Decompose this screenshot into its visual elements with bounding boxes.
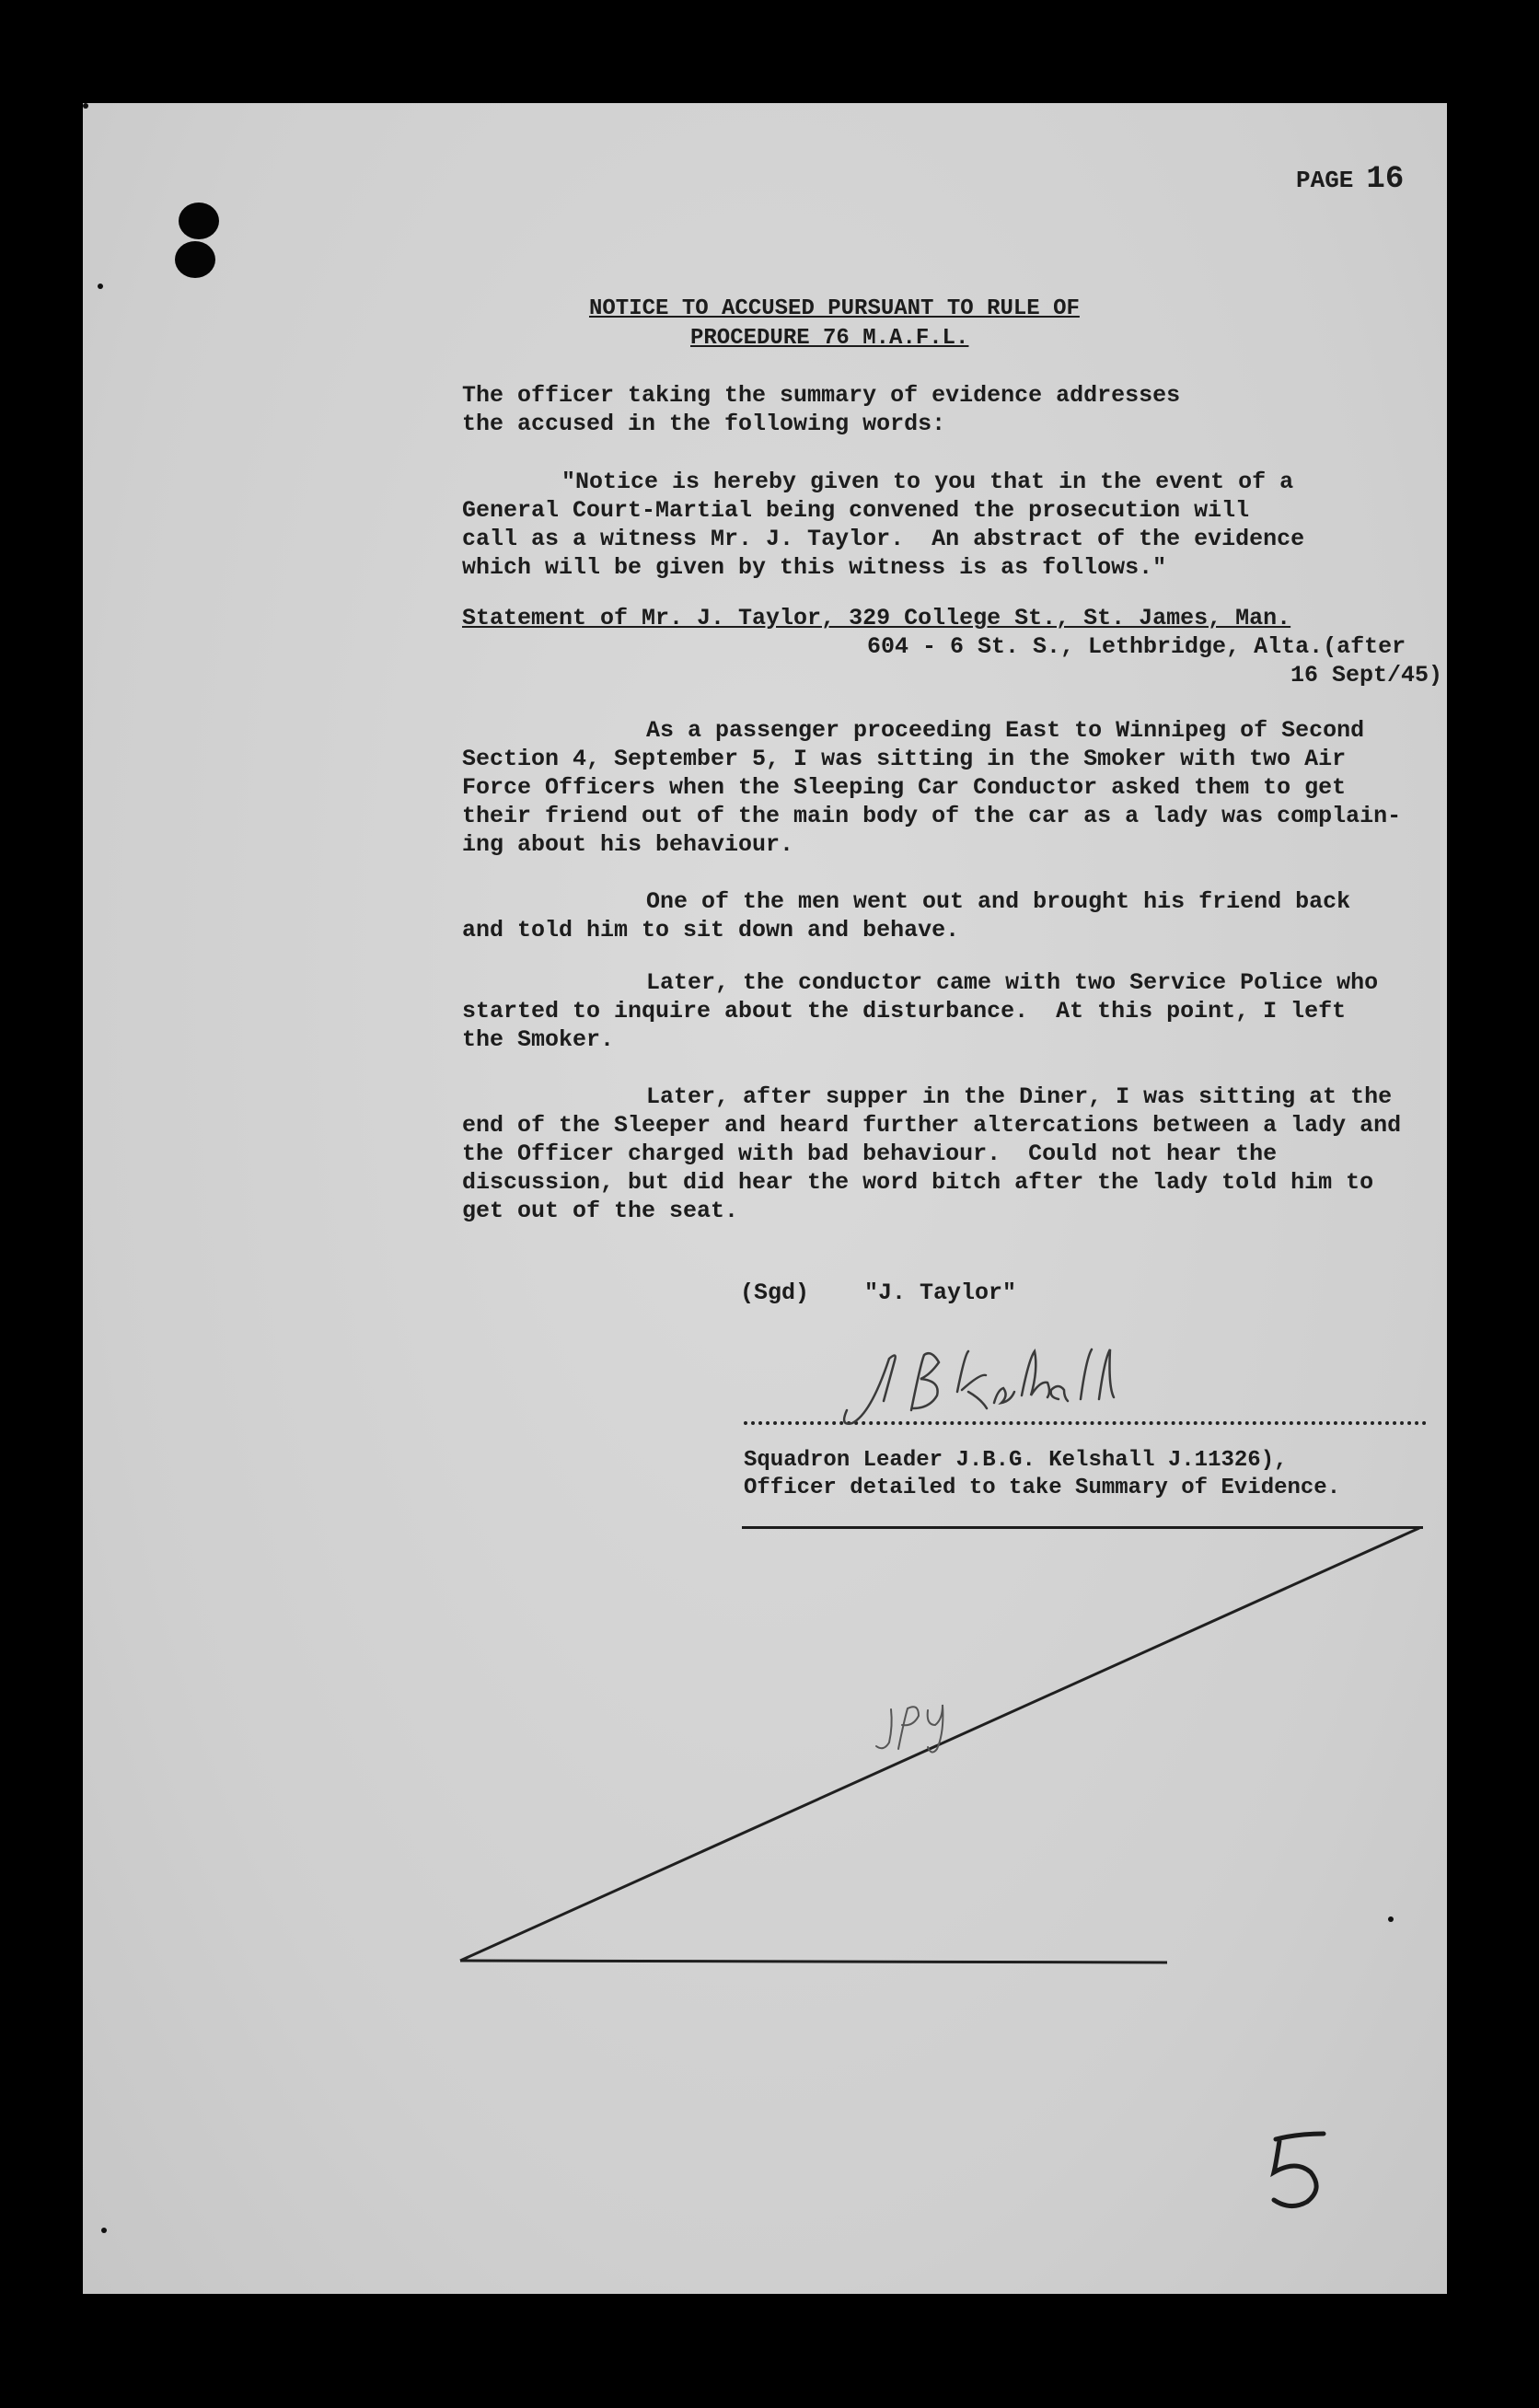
intro-text: The officer taking the summary of evidence addresses the accused in the following words: <box>462 382 1181 437</box>
margin-speck <box>1388 1916 1394 1922</box>
statement-heading-name: Statement of Mr. J. Taylor, 329 College St., St. James, Man. <box>462 605 1291 631</box>
margin-speck <box>98 284 103 289</box>
title-line-1: NOTICE TO ACCUSED PURSUANT TO RULE OF <box>589 296 1080 321</box>
margin-speck <box>101 2228 107 2233</box>
statement-paragraph: Later, after supper in the Diner, I was sitting at the end of the Sleeper and heard further altercations between a lady and the Officer charged with bad behaviour. Could not hear the discussion, but did hear the word bitch after the lady told him to get out of the seat. <box>462 1083 1402 1224</box>
diagonal-cancel-lines <box>460 1528 1419 1962</box>
page-label: PAGE <box>1296 167 1354 194</box>
handwriting-layer <box>83 103 1447 2294</box>
page-number-value: 16 <box>1366 162 1405 197</box>
officer-line-1: Squadron Leader J.B.G. Kelshall J.11326), <box>744 1448 1288 1473</box>
handwritten-signature <box>844 1349 1114 1424</box>
statement-paragraph: Later, the conductor came with two Service Police who started to inquire about the disturbance. At this point, I left the Smoker. <box>462 969 1379 1053</box>
margin-speck <box>83 103 88 109</box>
statement-address: 604 - 6 St. S., Lethbridge, Alta.(after <box>867 633 1406 660</box>
folio-number <box>1274 2134 1324 2206</box>
signed-name: "J. Taylor" <box>864 1279 1017 1306</box>
handwritten-initials <box>876 1705 943 1753</box>
sgd-label: (Sgd) <box>740 1279 810 1306</box>
statement-paragraph: As a passenger proceeding East to Winnipeg of Second Section 4, September 5, I was sitting in the Smoker with two Air Force Officers when the Sleeping Car Conductor asked them to get their friend out of the main body of the car as a lady was complain- ing about his behaviour. <box>462 717 1402 858</box>
document-page <box>83 103 1447 2294</box>
title-line-2: PROCEDURE 76 M.A.F.L. <box>690 326 969 351</box>
notice-quote: "Notice is hereby given to you that in the event of a General Court-Martial being convened the prosecution will call as a witness Mr. J. Taylor. An abstract of the evidence which will be given by this witness is as follows." <box>462 469 1305 581</box>
statement-paragraph: One of the men went out and brought his friend back and told him to sit down and behave. <box>462 888 1351 944</box>
officer-line-2: Officer detailed to take Summary of Evidence. <box>744 1476 1341 1500</box>
statement-address-date: 16 Sept/45) <box>1290 662 1443 689</box>
